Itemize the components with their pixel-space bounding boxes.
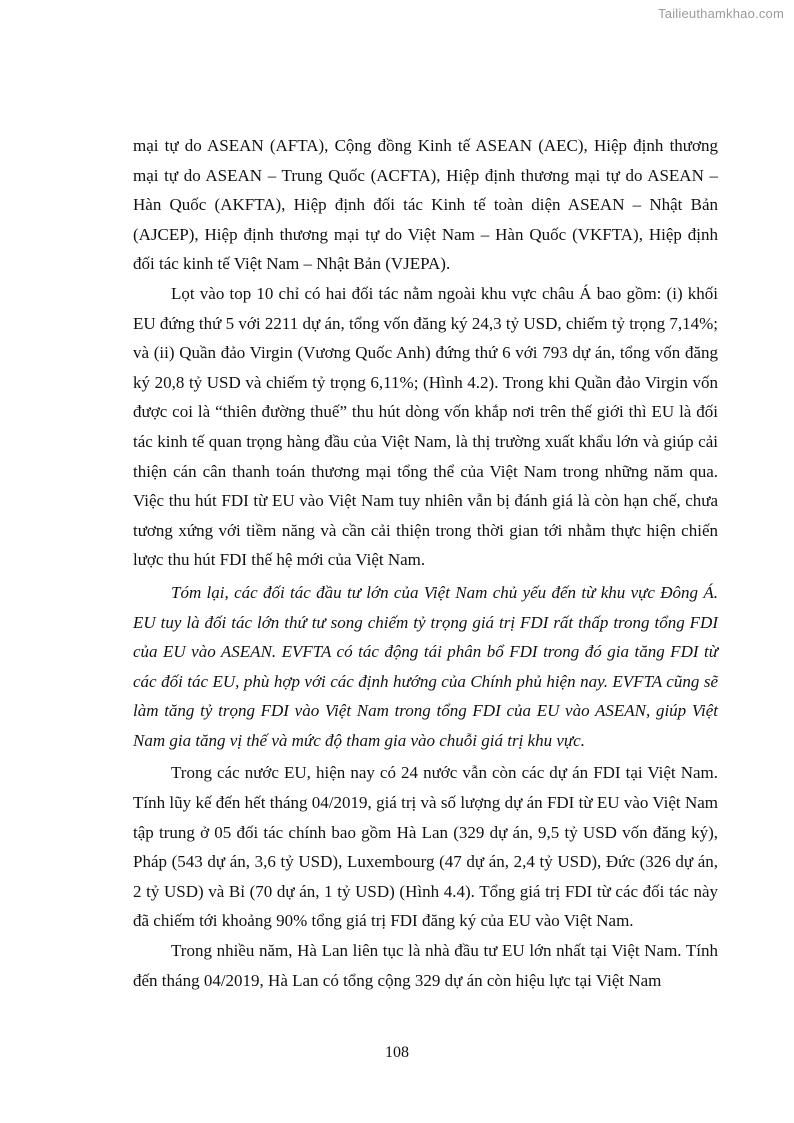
paragraph-summary-italic: Tóm lại, các đối tác đầu tư lớn của Việt Nam chủ yếu đến từ khu vực Đông Á. EU tuy là đối tác lớn thứ tư song chiếm tỷ trọng giá trị FDI rất thấp trong tổng FDI của EU vào ASEAN. EVFTA có tác động tái phân bổ FDI trong đó gia tăng FDI từ các đối tác EU, phù hợp với các định hướng của Chính phủ hiện nay. EVFTA cũng sẽ làm tăng tỷ trọng FDI vào Việt Nam trong tổng FDI của EU vào ASEAN, giúp Việt Nam gia tăng vị thế và mức độ tham gia vào chuỗi giá trị khu vực. (133, 582, 718, 750)
page-number: 108 (385, 1044, 409, 1061)
paragraph-fta-list: mại tự do ASEAN (AFTA), Cộng đồng Kinh tế ASEAN (AEC), Hiệp định thương mại tự do ASEAN – Trung Quốc (ACFTA), Hiệp định thương mại tự do ASEAN – Hàn Quốc (AKFTA), Hiệp định đối tác Kinh tế toàn diện ASEAN – Nhật Bản (AJCEP), Hiệp định thương mại tự do Việt Nam – Hàn Quốc (VKFTA), Hiệp định đối tác kinh tế Việt Nam – Nhật Bản (VJEPA). (133, 136, 718, 274)
paragraph-top10-partners: Lọt vào top 10 chỉ có hai đối tác nằm ngoài khu vực châu Á bao gồm: (i) khối EU đứng thứ 5 với 2211 dự án, tổng vốn đăng ký 24,3 tỷ USD, chiếm tỷ trọng 7,14%; và (ii) Quần đảo Virgin (Vương Quốc Anh) đứng thứ 6 với 793 dự án, tổng vốn đăng ký 20,8 tỷ USD và chiếm tỷ trọng 6,11%; (Hình 4.2). Trong khi Quần đảo Virgin vốn được coi là “thiên đường thuế” thu hút dòng vốn khắp nơi trên thế giới thì EU là đối tác kinh tế quan trọng hàng đầu của Việt Nam, là thị trường xuất khẩu lớn và giúp cải thiện cán cân thanh toán thương mại tổng thể của Việt Nam trong những năm qua. Việc thu hút FDI từ EU vào Việt Nam tuy nhiên vẫn bị đánh giá là còn hạn chế, chưa tương xứng với tiềm năng và cần cải thiện trong thời gian tới nhằm thực hiện chiến lược thu hút FDI thế hệ mới của Việt Nam. (133, 283, 718, 570)
document-body (133, 131, 718, 995)
watermark-text: Tailieuthamkhao.com (658, 6, 784, 21)
paragraph-netherlands: Trong nhiều năm, Hà Lan liên tục là nhà đầu tư EU lớn nhất tại Việt Nam. Tính đến tháng 04/2019, Hà Lan có tổng cộng 329 dự án còn hiệu lực tại Việt Nam (133, 941, 718, 990)
paragraph-eu-countries: Trong các nước EU, hiện nay có 24 nước vẫn còn các dự án FDI tại Việt Nam. Tính lũy kế đến hết tháng 04/2019, giá trị và số lượng dự án FDI từ EU vào Việt Nam tập trung ở 05 đối tác chính bao gồm Hà Lan (329 dự án, 9,5 tỷ USD vốn đăng ký), Pháp (543 dự án, 3,6 tỷ USD), Luxembourg (47 dự án, 2,4 tỷ USD), Đức (326 dự án, 2 tỷ USD) và Bỉ (70 dự án, 1 tỷ USD) (Hình 4.4). Tổng giá trị FDI từ các đối tác này đã chiếm tới khoảng 90% tổng giá trị FDI đăng ký của EU vào Việt Nam. (133, 763, 718, 931)
